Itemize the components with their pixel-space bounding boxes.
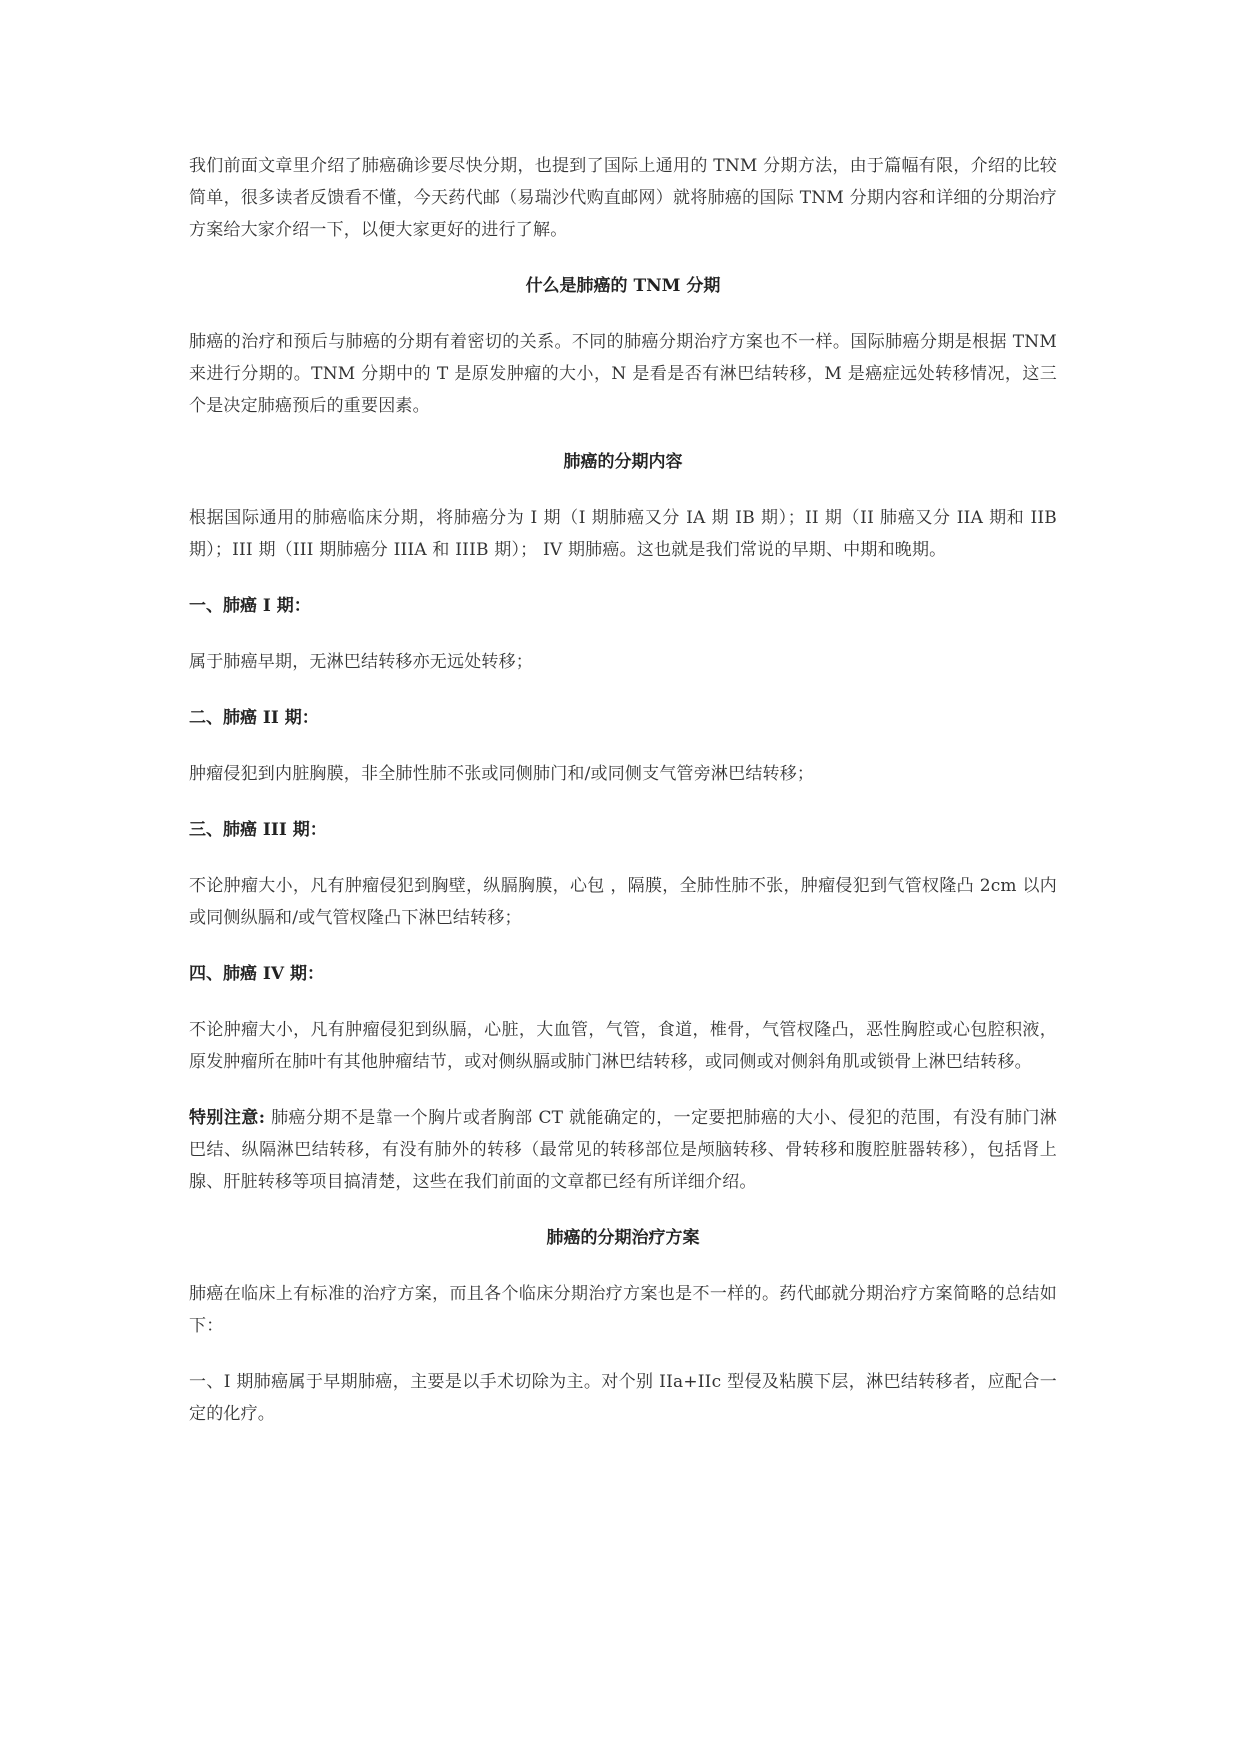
note-label: 特别注意: — [189, 1108, 266, 1128]
stage-4-heading: 四、肺癌 IV 期： — [189, 964, 324, 984]
stage-1-heading: 一、肺癌 I 期： — [189, 596, 311, 616]
stage-3-heading: 三、肺癌 III 期： — [189, 820, 327, 840]
stage-2-text: 肿瘤侵犯到内脏胸膜，非全肺性肺不张或同侧肺门和/或同侧支气管旁淋巴结转移； — [189, 764, 815, 784]
staging-paragraph: 根据国际通用的肺癌临床分期，将肺癌分为 I 期（I 期肺癌又分 IA 期 IB 期）；II 期（II 肺癌又分 IIA 期和 IIB 期）；III 期（III 期肺癌分 IIIA 和 IIIB 期）； IV 期肺癌。这也就是我们常说的早期、中期和晚期。 — [189, 508, 1057, 560]
document-page — [189, 150, 1057, 1454]
intro-paragraph: 我们前面文章里介绍了肺癌确诊要尽快分期，也提到了国际上通用的 TNM 分期方法，由于篇幅有限，介绍的比较简单，很多读者反馈看不懂，今天药代邮（易瑞沙代购直邮网）就将肺癌的国际 TNM 分期内容和详细的分期治疗方案给大家介绍一下，以便大家更好的进行了解。 — [189, 156, 1057, 240]
stage-4-text: 不论肿瘤大小，凡有肿瘤侵犯到纵膈，心脏，大血管，气管，食道，椎骨，气管杈隆凸，恶性胸腔或心包腔积液，原发肿瘤所在肺叶有其他肿瘤结节，或对侧纵膈或肺门淋巴结转移，或同侧或对侧斜角肌或锁骨上淋巴结转移。 — [189, 1020, 1057, 1072]
stage-3-text: 不论肿瘤大小，凡有肿瘤侵犯到胸壁，纵膈胸膜，心包 ，隔膜，全肺性肺不张，肿瘤侵犯到气管杈隆凸 2cm 以内或同侧纵膈和/或气管杈隆凸下淋巴结转移； — [189, 876, 1057, 928]
note-text: 肺癌分期不是靠一个胸片或者胸部 CT 就能确定的，一定要把肺癌的大小、侵犯的范围，有没有肺门淋巴结、纵隔淋巴结转移，有没有肺外的转移（最常见的转移部位是颅脑转移、骨转移和腹腔脏器转移），包括肾上腺、肝脏转移等项目搞清楚，这些在我们前面的文章都已经有所详细介绍。 — [189, 1108, 1058, 1192]
tnm-paragraph: 肺癌的治疗和预后与肺癌的分期有着密切的关系。不同的肺癌分期治疗方案也不一样。国际肺癌分期是根据 TNM 来进行分期的。TNM 分期中的 T 是原发肿瘤的大小，N 是看是否有淋巴结转移，M 是癌症远处转移情况，这三个是决定肺癌预后的重要因素。 — [189, 332, 1057, 416]
section-title-tnm: 什么是肺癌的 TNM 分期 — [525, 276, 721, 296]
stage-2-heading: 二、肺癌 II 期： — [189, 708, 319, 728]
treatment-item-1: 一、I 期肺癌属于早期肺癌，主要是以手术切除为主。对个别 IIa+IIc 型侵及粘膜下层，淋巴结转移者，应配合一定的化疗。 — [189, 1372, 1057, 1424]
section-title-staging: 肺癌的分期内容 — [563, 452, 683, 472]
stage-1-text: 属于肺癌早期，无淋巴结转移亦无远处转移； — [189, 652, 533, 672]
section-title-treatment: 肺癌的分期治疗方案 — [546, 1228, 700, 1248]
treatment-intro: 肺癌在临床上有标准的治疗方案，而且各个临床分期治疗方案也是不一样的。药代邮就分期治疗方案简略的总结如下： — [189, 1284, 1057, 1336]
note-paragraph — [189, 1102, 1057, 1198]
